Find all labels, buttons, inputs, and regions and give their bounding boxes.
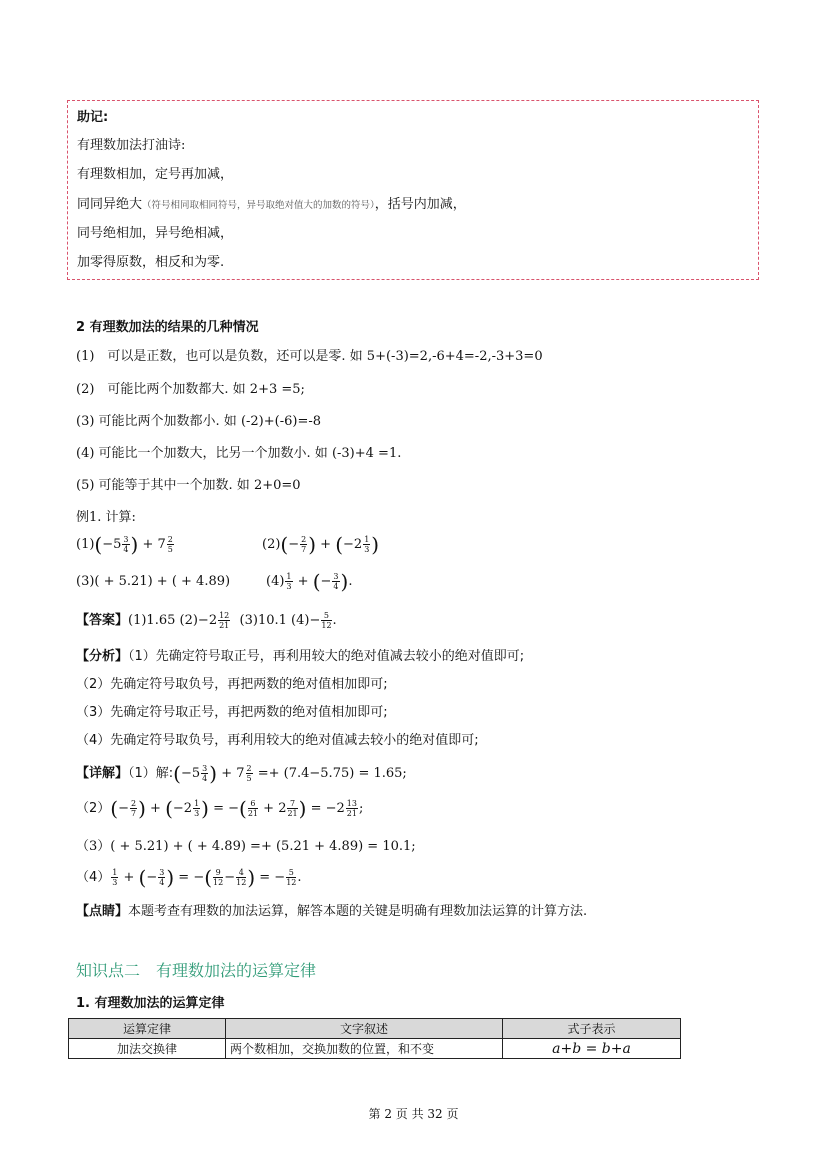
section2-item-3: (3) 可能比两个加数都小. 如 (-2)+(-6)=-8 bbox=[76, 414, 322, 429]
memo-title: 助记: bbox=[77, 110, 109, 125]
answer-line: 【答案】(1)1.65 (2)−2 $\frac{12}{21}$ (3)10.1 (4)− $\frac{5}{12}$ . bbox=[76, 611, 337, 630]
answer-text-2: (3)10.1 (4)− bbox=[239, 613, 321, 628]
problem-2-label: (2) bbox=[262, 537, 281, 552]
analysis-label: 【分析】 bbox=[76, 649, 129, 664]
page-footer: 第 2 页 共 32 页 bbox=[368, 1107, 459, 1121]
table-header: 文字叙述 bbox=[226, 1019, 503, 1039]
problem-4-label: (4) bbox=[266, 574, 285, 589]
detail-1-prefix: （1）解: bbox=[128, 766, 174, 781]
memo-line-3-end: ，括号内加减， bbox=[374, 197, 466, 212]
analysis-line-1 bbox=[76, 645, 524, 664]
memo-line-4: 同号绝相加，异号绝相减， bbox=[77, 226, 234, 241]
laws-table bbox=[68, 1018, 681, 1059]
detail-line-2: （2）(− $\frac{2}{7}$ ) + (−2 $\frac{1}{3}$ ) = −( $\frac{6}{21}$ + 2 $\frac{7}{21}$ ) = −2 $\frac{13}{21}$ ; bbox=[76, 796, 364, 821]
table-cell: 两个数相加，交换加数的位置，和不变 bbox=[226, 1039, 503, 1059]
comment-text: 本题考查有理数的加法运算，解答本题的关键是明确有理数加法运算的计算方法. bbox=[128, 904, 588, 919]
analysis-line-2: （2）先确定符号取负号，再把两数的绝对值相加即可; bbox=[76, 677, 388, 692]
section2-item-2: (2) 可能比两个加数都大. 如 2+3 =5; bbox=[76, 382, 305, 397]
knowledge-title: 知识点二 有理数加法的运算定律 bbox=[76, 961, 317, 980]
section2-item-1: (1) 可以是正数，也可以是负数，还可以是零. 如 5+(-3)=2,-6+4=-2,-3+3=0 bbox=[76, 349, 543, 364]
comment-label: 【点睛】 bbox=[76, 904, 129, 919]
memo-line-3 bbox=[77, 193, 466, 212]
answer-text: (1)1.65 (2)−2 bbox=[128, 613, 218, 628]
table-cell: a+b = b+a bbox=[503, 1039, 681, 1059]
example-problem-2: (2)(− $\frac{2}{7}$ ) + (−2 $\frac{1}{3}$ ) bbox=[262, 532, 380, 557]
memo-line-1: 有理数加法打油诗: bbox=[77, 138, 186, 153]
example-problem-3: (3)( + 5.21) + ( + 4.89) bbox=[76, 574, 231, 589]
detail-1-rest: =+ (7.4−5.75) = 1.65; bbox=[257, 766, 407, 781]
memo-box bbox=[67, 100, 759, 280]
table-header: 运算定律 bbox=[69, 1019, 226, 1039]
table-header-row bbox=[69, 1019, 681, 1039]
table-header: 式子表示 bbox=[503, 1019, 681, 1039]
memo-note: （符号相同取相同符号，异号取绝对值大的加数的符号） bbox=[142, 200, 375, 211]
table-cell: 加法交换律 bbox=[69, 1039, 226, 1059]
section2-title: 2 有理数加法的结果的几种情况 bbox=[76, 320, 259, 335]
example-problem-4: (4) $\frac{1}{3}$ + (− $\frac{3}{4}$ ). bbox=[266, 569, 353, 594]
example-problem-1: (1)(−5 $\frac{3}{4}$ ) + 7 $\frac{2}{5}$ bbox=[76, 532, 173, 557]
table-row bbox=[69, 1039, 681, 1059]
memo-line-2: 有理数相加，定号再加减， bbox=[77, 167, 234, 182]
detail-line-1: 【详解】（1）解:(−5 $\frac{3}{4}$ ) + 7 $\frac{2}{5}$ =+ (7.4−5.75) = 1.65; bbox=[76, 761, 407, 786]
example-label: 例1. 计算: bbox=[76, 510, 136, 525]
detail-4-prefix: （4） bbox=[76, 870, 111, 885]
analysis-line-3: （3）先确定符号取正号，再把两数的绝对值相加即可; bbox=[76, 705, 388, 720]
analysis-line-4: （4）先确定符号取负号，再利用较大的绝对值减去较小的绝对值即可; bbox=[76, 733, 479, 748]
detail-2-prefix: （2） bbox=[76, 801, 111, 816]
detail-label: 【详解】 bbox=[76, 766, 129, 781]
knowledge-subtitle: 1. 有理数加法的运算定律 bbox=[76, 996, 225, 1011]
memo-line-3-start: 同同异绝大 bbox=[77, 197, 143, 212]
detail-line-3: （3）( + 5.21) + ( + 4.89) =+ (5.21 + 4.89) = 10.1; bbox=[76, 839, 416, 854]
comment-line bbox=[76, 900, 587, 919]
analysis-text-1: （1）先确定符号取正号，再利用较大的绝对值减去较小的绝对值即可; bbox=[128, 649, 525, 664]
detail-line-4: （4） $\frac{1}{3}$ + (− $\frac{3}{4}$ ) = −( $\frac{9}{12}$ − $\frac{4}{12}$ ) = − $\frac{5}{12}$ . bbox=[76, 865, 302, 890]
problem-1-label: (1) bbox=[76, 537, 95, 552]
section2-item-5: (5) 可能等于其中一个加数. 如 2+0=0 bbox=[76, 478, 301, 493]
answer-label: 【答案】 bbox=[76, 613, 129, 628]
section2-item-4: (4) 可能比一个加数大，比另一个加数小. 如 (-3)+4 =1. bbox=[76, 446, 402, 461]
memo-line-5: 加零得原数，相反和为零. bbox=[77, 255, 225, 270]
